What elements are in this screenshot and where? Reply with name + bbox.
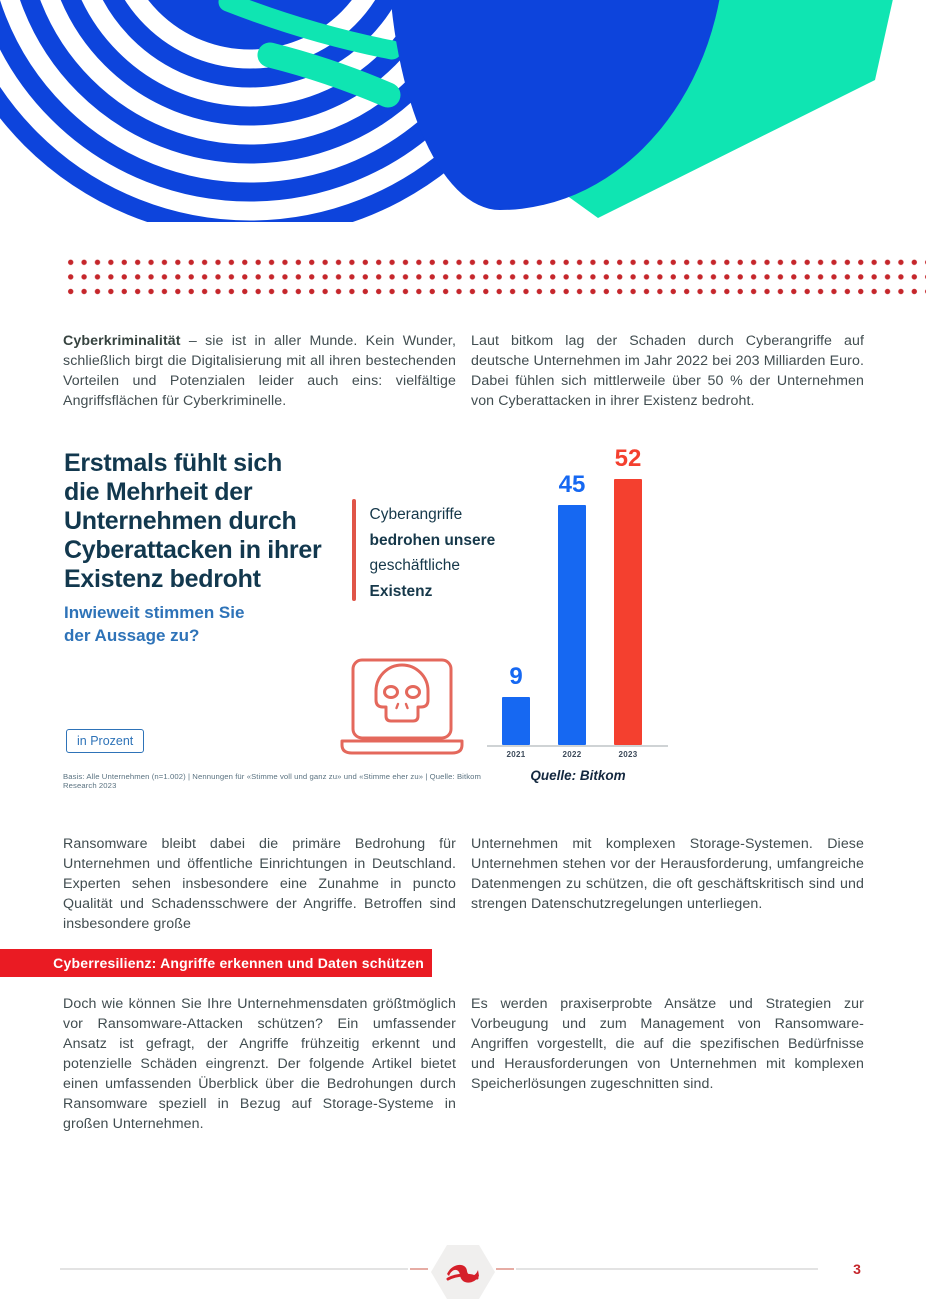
chart-title-line: die Mehrheit der [64, 478, 253, 506]
chart-title-line: Erstmals fühlt sich [64, 449, 282, 477]
bar-column [600, 445, 656, 745]
annotation-line: Existenz [369, 582, 433, 600]
chart-subtitle-line: Inwieweit stimmen Sie [64, 603, 245, 622]
bar-value-label: 45 [558, 471, 586, 498]
annotation-line: bedrohen unsere [369, 531, 496, 549]
intro-left-text: – sie ist in aller Munde. Kein Wunder, schließlich birgt die Digitalisierung mit all ihren bestechenden Vorteilen und Potenzialen leider auch eins: vielfältige Angriffsflächen für Cyberkriminelle. [63, 333, 456, 409]
resilience-paragraph-right: Es werden praxiserprobte Ansätze und Strategien zur Vorbeugung und zum Management von Ransomware-Angriffen vorgestellt, die auf die spezifischen Bedürfnisse und Herausforderungen von Unternehmen mit komplexen Speicherlösungen zugeschnitten sind. [471, 996, 864, 1092]
footer-line-accent-right [496, 1268, 514, 1270]
bar-column [488, 445, 544, 745]
annotation-line: geschäftliche [369, 557, 460, 574]
bar [558, 505, 586, 745]
x-axis-line [487, 745, 668, 747]
dotted-divider [62, 253, 926, 297]
x-axis-labels [488, 750, 656, 759]
chart-subtitle-line: der Aussage zu? [64, 626, 200, 645]
annotation-accent-bar [352, 499, 356, 601]
chart-footnote: Basis: Alle Unternehmen (n=1.002) | Nennungen für «Stimme voll und ganz zu» und «Stimme eher zu» | Quelle: Bitkom Research 2023 [63, 772, 482, 790]
chart-title-line: Cyberattacken in ihrer [64, 536, 322, 564]
bar-value-label: 52 [614, 445, 642, 472]
page-number: 3 [853, 1261, 861, 1277]
unit-badge: in Prozent [66, 729, 144, 753]
resilience-paragraph-left: Doch wie können Sie Ihre Unternehmensdaten größtmöglich vor Ransomware-Attacken schützen? Ein umfassender Ansatz ist gefragt, der Angriffe frühzeitig erkennt und potenzielle Schäden eingrenzt. Der folgende Artikel bietet einen umfassenden Überblick über die Bedrohungen durch Ransomware speziell in Bezug auf Storage-Systeme in großen Unternehmen. [63, 996, 456, 1132]
annotation-line: Cyberangriffe [369, 506, 463, 523]
intro-paragraph-left [63, 331, 456, 411]
x-axis-tick-label: 2023 [618, 750, 638, 759]
bar-column [544, 445, 600, 745]
footer-line-right [516, 1268, 818, 1270]
bar [614, 479, 642, 745]
lead-word: Cyberkriminalität [63, 333, 181, 349]
chart-annotation [352, 499, 495, 604]
chart-title-line: Unternehmen durch [64, 507, 297, 535]
x-axis-tick-label: 2022 [562, 750, 582, 759]
ransomware-paragraph-right: Unternehmen mit komplexen Storage-Systemen. Diese Unternehmen stehen vor der Herausforderung, umfangreiche Datenmengen zu schützen, die oft geschäftskritisch sind und strengen Datenschutzregelungen unterliegen. [471, 836, 864, 912]
brand-logo [428, 1242, 498, 1302]
bar-chart [488, 445, 656, 745]
chart-title [64, 449, 321, 594]
intro-paragraph-right: Laut bitkom lag der Schaden durch Cyberangriffe auf deutsche Unternehmen im Jahr 2022 bei 203 Milliarden Euro. Dabei fühlen sich mittlerweile über 50 % der Unternehmen von Cyberattacken in ihrer Existenz bedroht. [471, 333, 864, 409]
annotation-text [370, 499, 496, 604]
x-axis-tick-label: 2021 [506, 750, 526, 759]
ransomware-paragraph-left: Ransomware bleibt dabei die primäre Bedrohung für Unternehmen und öffentliche Einrichtungen in Deutschland. Experten sehen insbesondere eine Zunahme in puncto Qualität und Schadensschwere der Angriffe. Betroffen sind insbesondere große [63, 836, 456, 932]
footer-line-accent-left [410, 1268, 428, 1270]
ransomware-laptop-skull-icon [340, 641, 464, 767]
footer-line-left [60, 1268, 408, 1270]
header-decoration [0, 0, 926, 222]
chart-title-line: Existenz bedroht [64, 565, 261, 593]
chart-source: Quelle: Bitkom [530, 768, 626, 783]
chart-subtitle [64, 601, 244, 647]
bar-value-label: 9 [509, 663, 523, 690]
section-banner: Cyberresilienz: Angriffe erkennen und Daten schützen [0, 949, 432, 977]
bar [502, 697, 530, 745]
